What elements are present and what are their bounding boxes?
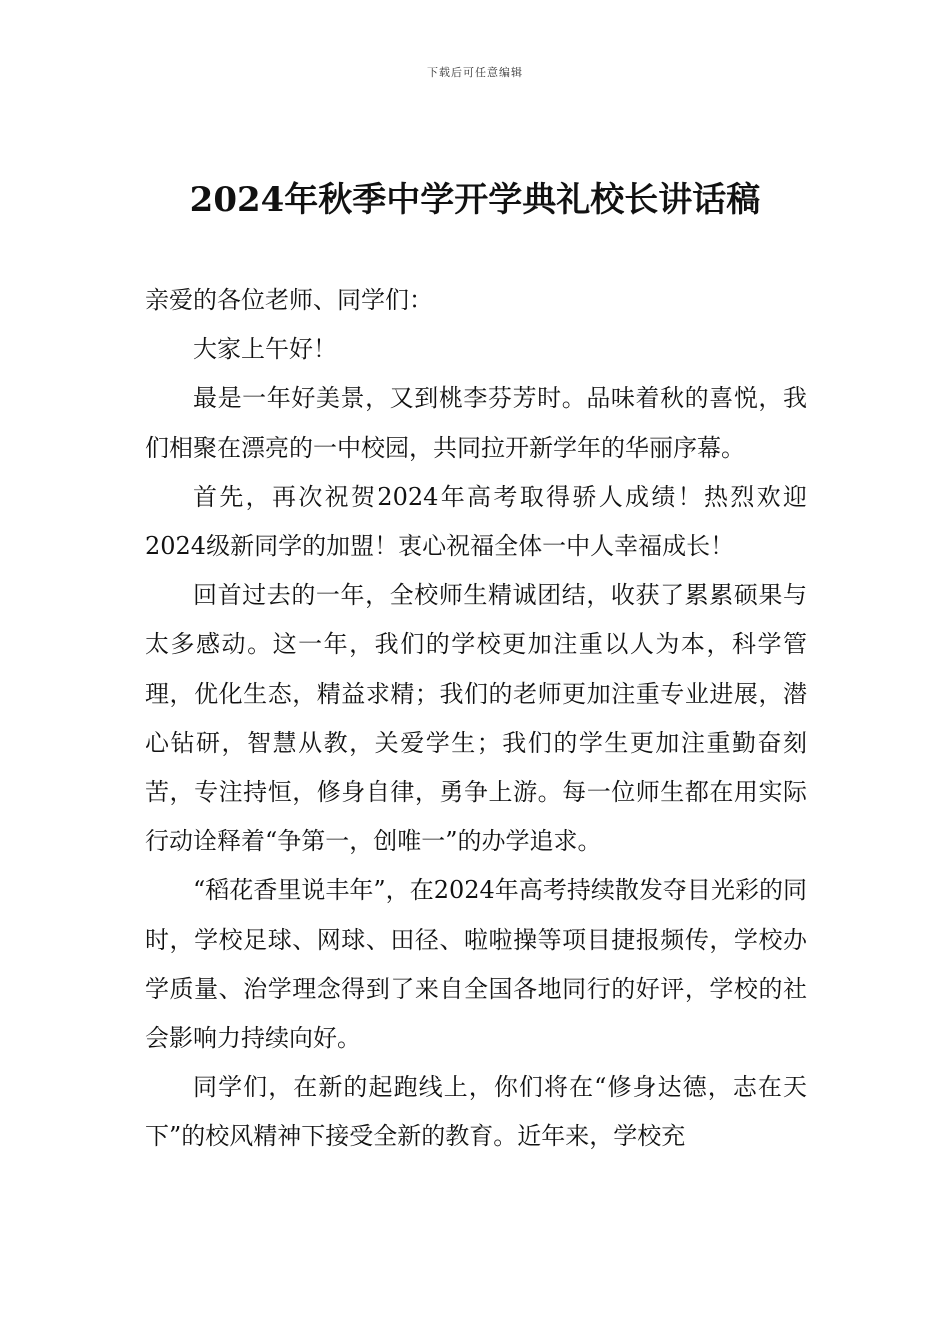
- page-header-note: 下载后可任意编辑: [427, 66, 523, 79]
- document-title: 2024年秋季中学开学典礼校长讲话稿: [189, 180, 761, 220]
- paragraph-students: 同学们，在新的起跑线上，你们将在“修身达德，志在天下”的校风精神下接受全新的教育。近年来，学校充: [145, 1073, 807, 1151]
- paragraph-congratulations: 首先，再次祝贺2024年高考取得骄人成绩！热烈欢迎2024级新同学的加盟！衷心祝福全体一中人幸福成长！: [145, 482, 807, 561]
- document-body: [145, 276, 807, 1162]
- paragraph-greeting: 大家上午好！: [193, 335, 337, 364]
- paragraph-opening: 最是一年好美景，又到桃李芬芳时。品味着秋的喜悦，我们相聚在漂亮的一中校园，共同拉开新学年的华丽序幕。: [145, 384, 807, 462]
- salutation: 亲爱的各位老师、同学们：: [145, 286, 433, 314]
- paragraph-achievements: “稻花香里说丰年”，在2024年高考持续散发夺目光彩的同时，学校足球、网球、田径、啦啦操等项目捷报频传，学校办学质量、治学理念得到了来自全国各地同行的好评，学校的社会影响力持续向好。: [145, 876, 807, 1053]
- paragraph-review: 回首过去的一年，全校师生精诚团结，收获了累累硕果与太多感动。这一年，我们的学校更加注重以人为本，科学管理，优化生态，精益求精；我们的老师更加注重专业进展，潜心钻研，智慧从教，关爱学生；我们的学生更加注重勤奋刻苦，专注持恒，修身自律，勇争上游。每一位师生都在用实际行动诠释着“争第一，创唯一”的办学追求。: [145, 581, 807, 856]
